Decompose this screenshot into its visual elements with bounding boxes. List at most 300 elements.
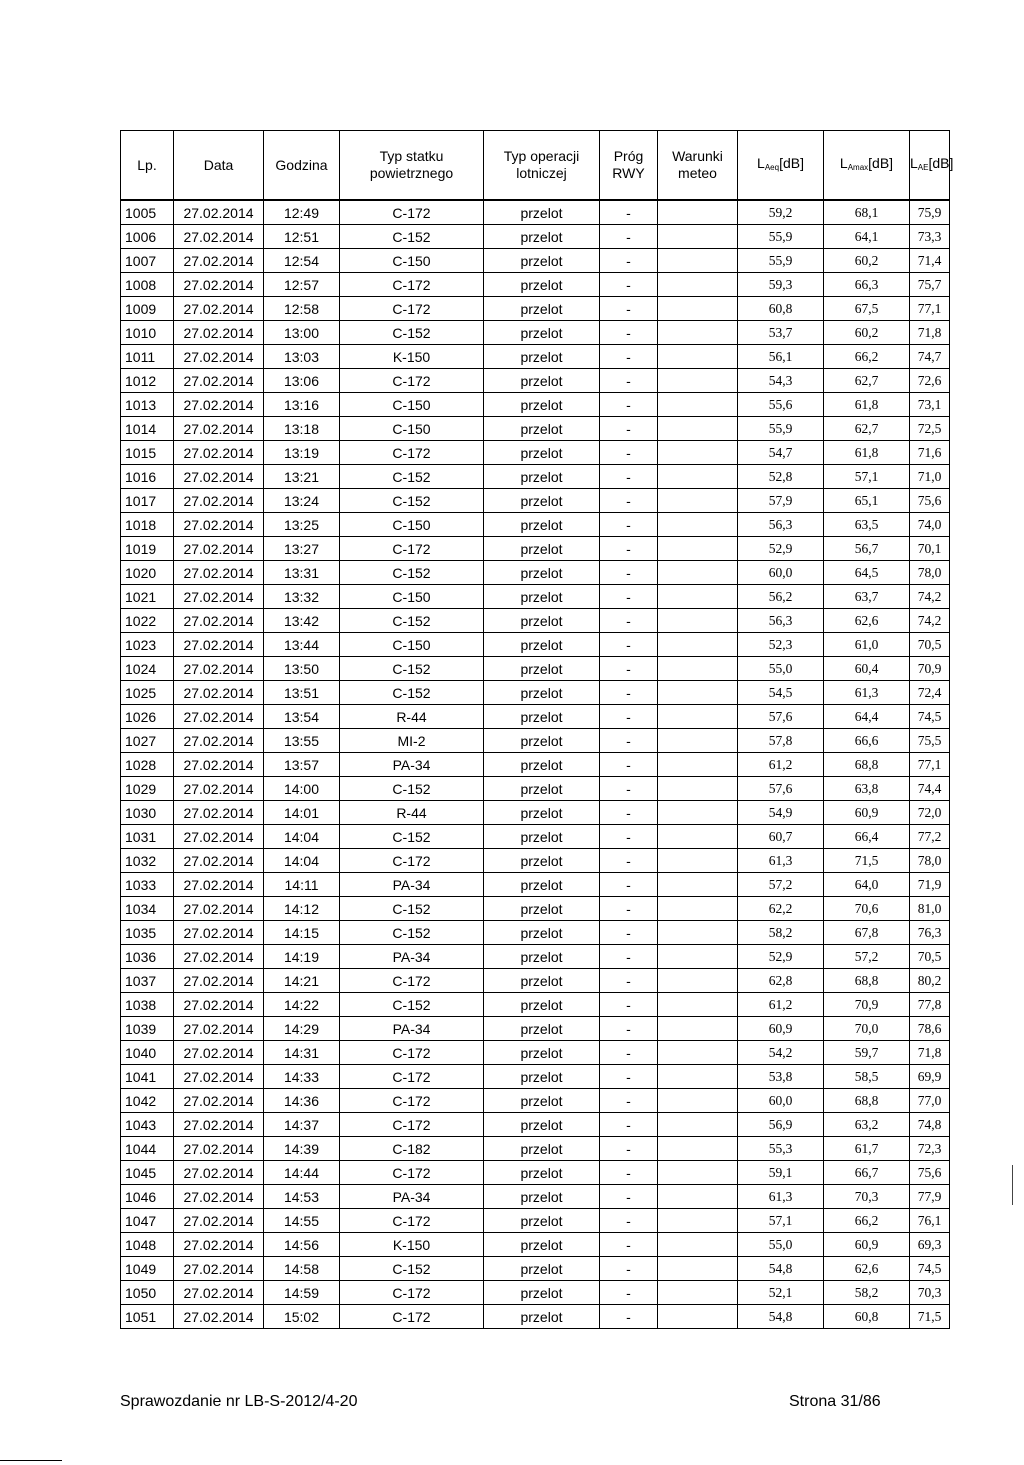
header-lamax-letter: L [839,154,848,171]
cell-lp: 1026 [121,705,174,729]
cell-prog: - [600,873,658,897]
cell-warunki [658,657,738,681]
cell-prog: - [600,801,658,825]
cell-lp: 1045 [121,1161,174,1185]
cell-lp: 1031 [121,825,174,849]
cell-typ-operacji: przelot [484,297,600,321]
cell-prog: - [600,897,658,921]
cell-typ-operacji: przelot [484,393,600,417]
cell-prog: - [600,681,658,705]
table-row [121,849,950,873]
cell-typ-statku: C-172 [340,200,484,225]
cell-lae: 76,1 [910,1209,950,1233]
cell-godzina: 14:00 [264,777,340,801]
cell-laeq: 53,7 [738,321,824,345]
cell-data: 27.02.2014 [174,849,264,873]
cell-lae: 71,0 [910,465,950,489]
cell-prog: - [600,465,658,489]
cell-prog: - [600,1137,658,1161]
cell-lae: 78,0 [910,561,950,585]
table-row [121,417,950,441]
cell-lae: 74,7 [910,345,950,369]
cell-data: 27.02.2014 [174,441,264,465]
cell-lamax: 68,8 [824,969,910,993]
cell-data: 27.02.2014 [174,537,264,561]
cell-lp: 1035 [121,921,174,945]
cell-typ-statku: C-152 [340,777,484,801]
cell-typ-statku: C-152 [340,1257,484,1281]
cell-typ-statku: C-150 [340,417,484,441]
cell-lp: 1012 [121,369,174,393]
cell-godzina: 14:29 [264,1017,340,1041]
cell-typ-statku: C-172 [340,1065,484,1089]
cell-data: 27.02.2014 [174,465,264,489]
cell-warunki [658,1113,738,1137]
cell-data: 27.02.2014 [174,1017,264,1041]
cell-lp: 1034 [121,897,174,921]
table-row [121,1233,950,1257]
table-header-row [121,131,950,201]
cell-typ-operacji: przelot [484,753,600,777]
cell-laeq: 56,3 [738,513,824,537]
table-row [121,1089,950,1113]
cell-prog: - [600,1257,658,1281]
header-lp: Lp. [121,131,174,201]
cell-data: 27.02.2014 [174,825,264,849]
header-lae-unit: [dB] [928,154,954,171]
cell-laeq: 57,9 [738,489,824,513]
header-lae-subscript: AE [917,162,929,172]
table-row [121,345,950,369]
header-typ-operacji: Typ operacji lotniczej [484,131,600,201]
cell-laeq: 59,3 [738,273,824,297]
table-row [121,369,950,393]
cell-lamax: 70,0 [824,1017,910,1041]
cell-lp: 1005 [121,200,174,225]
cell-typ-statku: C-172 [340,1281,484,1305]
cell-data: 27.02.2014 [174,369,264,393]
page-number: Strona 31/86 [789,1393,881,1410]
cell-typ-statku: C-152 [340,825,484,849]
header-prog: Próg RWY [600,131,658,201]
cell-typ-statku: C-152 [340,489,484,513]
cell-typ-statku: C-150 [340,585,484,609]
cell-godzina: 14:19 [264,945,340,969]
cell-typ-operacji: przelot [484,585,600,609]
cell-lae: 71,4 [910,249,950,273]
cell-prog: - [600,1041,658,1065]
cell-lae: 73,3 [910,225,950,249]
cell-data: 27.02.2014 [174,1257,264,1281]
cell-godzina: 13:21 [264,465,340,489]
cell-warunki [658,1257,738,1281]
cell-prog: - [600,417,658,441]
cell-typ-statku: C-150 [340,249,484,273]
cell-lp: 1036 [121,945,174,969]
cell-lp: 1014 [121,417,174,441]
cell-data: 27.02.2014 [174,945,264,969]
cell-typ-operacji: przelot [484,1041,600,1065]
cell-typ-statku: C-152 [340,897,484,921]
cell-lamax: 68,8 [824,753,910,777]
cell-typ-statku: PA-34 [340,945,484,969]
cell-warunki [658,345,738,369]
cell-prog: - [600,585,658,609]
cell-warunki [658,417,738,441]
cell-laeq: 57,6 [738,705,824,729]
cell-warunki [658,705,738,729]
table-row [121,705,950,729]
cell-typ-statku: C-172 [340,537,484,561]
header-laeq-unit: [dB] [779,154,804,171]
cell-typ-statku: C-172 [340,1209,484,1233]
cell-prog: - [600,1233,658,1257]
cell-data: 27.02.2014 [174,609,264,633]
cell-laeq: 56,9 [738,1113,824,1137]
cell-lae: 72,4 [910,681,950,705]
cell-lae: 71,8 [910,321,950,345]
cell-prog: - [600,729,658,753]
cell-laeq: 52,9 [738,945,824,969]
cell-typ-operacji: przelot [484,897,600,921]
cell-data: 27.02.2014 [174,633,264,657]
cell-typ-operacji: przelot [484,1209,600,1233]
cell-lamax: 60,2 [824,321,910,345]
cell-prog: - [600,945,658,969]
cell-warunki [658,849,738,873]
cell-data: 27.02.2014 [174,1209,264,1233]
cell-lamax: 62,6 [824,1257,910,1281]
cell-data: 27.02.2014 [174,993,264,1017]
cell-laeq: 57,8 [738,729,824,753]
cell-data: 27.02.2014 [174,297,264,321]
cell-typ-operacji: przelot [484,1017,600,1041]
cell-lamax: 66,2 [824,1209,910,1233]
table-row [121,921,950,945]
cell-lae: 70,5 [910,945,950,969]
cell-typ-operacji: przelot [484,200,600,225]
cell-lae: 72,0 [910,801,950,825]
cell-godzina: 13:25 [264,513,340,537]
cell-laeq: 60,0 [738,561,824,585]
cell-lamax: 64,0 [824,873,910,897]
cell-data: 27.02.2014 [174,753,264,777]
cell-lp: 1008 [121,273,174,297]
cell-lp: 1027 [121,729,174,753]
cell-lae: 72,3 [910,1137,950,1161]
cell-data: 27.02.2014 [174,345,264,369]
cell-prog: - [600,321,658,345]
cell-lamax: 66,4 [824,825,910,849]
cell-data: 27.02.2014 [174,321,264,345]
cell-lae: 71,8 [910,1041,950,1065]
cell-laeq: 59,1 [738,1161,824,1185]
cell-laeq: 60,8 [738,297,824,321]
cell-typ-statku: C-172 [340,1089,484,1113]
cell-lae: 77,1 [910,753,950,777]
cell-typ-operacji: przelot [484,561,600,585]
cell-laeq: 54,3 [738,369,824,393]
cell-laeq: 55,9 [738,417,824,441]
cell-prog: - [600,1017,658,1041]
cell-lamax: 66,2 [824,345,910,369]
cell-warunki [658,777,738,801]
cell-godzina: 14:37 [264,1113,340,1137]
cell-godzina: 13:44 [264,633,340,657]
cell-warunki [658,1017,738,1041]
cell-typ-operacji: przelot [484,1137,600,1161]
cell-warunki [658,1185,738,1209]
cell-typ-statku: K-150 [340,1233,484,1257]
header-lamax-unit: [dB] [868,154,894,171]
table-row [121,873,950,897]
header-lae-letter: L [910,154,918,171]
cell-prog: - [600,1113,658,1137]
cell-data: 27.02.2014 [174,1089,264,1113]
cell-godzina: 12:58 [264,297,340,321]
cell-data: 27.02.2014 [174,873,264,897]
cell-lamax: 60,9 [824,1233,910,1257]
cell-data: 27.02.2014 [174,489,264,513]
cell-lamax: 62,7 [824,417,910,441]
cell-data: 27.02.2014 [174,1137,264,1161]
cell-lamax: 57,1 [824,465,910,489]
cell-prog: - [600,777,658,801]
cell-lp: 1023 [121,633,174,657]
cell-laeq: 55,0 [738,1233,824,1257]
cell-warunki [658,993,738,1017]
cell-laeq: 54,2 [738,1041,824,1065]
cell-typ-statku: C-150 [340,633,484,657]
cell-lp: 1029 [121,777,174,801]
cell-typ-statku: C-172 [340,1113,484,1137]
cell-lamax: 64,5 [824,561,910,585]
cell-typ-operacji: przelot [484,345,600,369]
cell-typ-operacji: przelot [484,249,600,273]
cell-lae: 77,1 [910,297,950,321]
cell-lamax: 68,1 [824,200,910,225]
cell-prog: - [600,825,658,849]
cell-laeq: 61,3 [738,1185,824,1209]
cell-lae: 70,3 [910,1281,950,1305]
cell-godzina: 14:59 [264,1281,340,1305]
cell-godzina: 14:58 [264,1257,340,1281]
cell-typ-operacji: przelot [484,969,600,993]
cell-lae: 77,0 [910,1089,950,1113]
table-row [121,273,950,297]
cell-warunki [658,1041,738,1065]
cell-prog: - [600,345,658,369]
header-laeq-subscript: Aeq [764,162,780,172]
cell-laeq: 57,1 [738,1209,824,1233]
table-row [121,897,950,921]
cell-lamax: 58,2 [824,1281,910,1305]
table-row [121,681,950,705]
cell-laeq: 62,2 [738,897,824,921]
cell-warunki [658,297,738,321]
table-row [121,1041,950,1065]
cell-lp: 1022 [121,609,174,633]
cell-data: 27.02.2014 [174,585,264,609]
cell-typ-operacji: przelot [484,945,600,969]
cell-typ-statku: C-172 [340,1305,484,1329]
cell-lae: 77,8 [910,993,950,1017]
cell-data: 27.02.2014 [174,801,264,825]
cell-laeq: 54,9 [738,801,824,825]
cell-data: 27.02.2014 [174,1233,264,1257]
cell-typ-statku: MI-2 [340,729,484,753]
cell-lae: 70,1 [910,537,950,561]
cell-laeq: 61,2 [738,993,824,1017]
cell-lae: 73,1 [910,393,950,417]
table-body [121,200,950,1329]
cell-godzina: 13:00 [264,321,340,345]
cell-lae: 74,4 [910,777,950,801]
cell-lp: 1033 [121,873,174,897]
cell-lp: 1044 [121,1137,174,1161]
cell-warunki [658,465,738,489]
table-row [121,489,950,513]
cell-godzina: 13:51 [264,681,340,705]
cell-prog: - [600,369,658,393]
cell-lp: 1046 [121,1185,174,1209]
cell-typ-operacji: przelot [484,441,600,465]
cell-prog: - [600,849,658,873]
cell-godzina: 14:44 [264,1161,340,1185]
cell-prog: - [600,1089,658,1113]
cell-laeq: 56,2 [738,585,824,609]
cell-typ-operacji: przelot [484,777,600,801]
cell-lae: 76,3 [910,921,950,945]
cell-data: 27.02.2014 [174,1281,264,1305]
cell-typ-operacji: przelot [484,369,600,393]
table-row [121,393,950,417]
cell-laeq: 55,9 [738,225,824,249]
cell-lamax: 67,8 [824,921,910,945]
cell-lamax: 61,0 [824,633,910,657]
cell-prog: - [600,513,658,537]
cell-lamax: 59,7 [824,1041,910,1065]
cell-warunki [658,441,738,465]
cell-lae: 75,7 [910,273,950,297]
cell-lamax: 66,3 [824,273,910,297]
cell-lae: 74,2 [910,609,950,633]
cell-typ-operacji: przelot [484,1161,600,1185]
cell-lp: 1049 [121,1257,174,1281]
table-row [121,513,950,537]
cell-typ-operacji: przelot [484,1281,600,1305]
cell-typ-statku: C-152 [340,225,484,249]
cell-warunki [658,945,738,969]
table-row [121,825,950,849]
cell-warunki [658,585,738,609]
cell-lae: 78,0 [910,849,950,873]
cell-lae: 77,9 [910,1185,950,1209]
cell-warunki [658,249,738,273]
cell-godzina: 14:04 [264,849,340,873]
cell-prog: - [600,441,658,465]
cell-godzina: 13:19 [264,441,340,465]
table-row [121,609,950,633]
cell-laeq: 52,3 [738,633,824,657]
cell-warunki [658,393,738,417]
cell-typ-statku: C-152 [340,657,484,681]
table-row [121,1305,950,1329]
cell-godzina: 14:56 [264,1233,340,1257]
cell-godzina: 14:33 [264,1065,340,1089]
cell-typ-statku: R-44 [340,801,484,825]
noise-measurement-table [120,130,954,1329]
cell-lamax: 63,7 [824,585,910,609]
cell-typ-operacji: przelot [484,1113,600,1137]
cell-lp: 1024 [121,657,174,681]
cell-warunki [658,225,738,249]
cell-lp: 1016 [121,465,174,489]
cell-laeq: 57,2 [738,873,824,897]
header-laeq [738,131,824,201]
table-row [121,1065,950,1089]
cell-warunki [658,1209,738,1233]
cell-prog: - [600,993,658,1017]
cell-laeq: 52,1 [738,1281,824,1305]
measurement-table-container [120,130,954,1329]
cell-laeq: 60,7 [738,825,824,849]
report-number: Sprawozdanie nr LB-S-2012/4-20 [120,1393,358,1410]
table-row [121,1281,950,1305]
cell-lamax: 60,4 [824,657,910,681]
cell-typ-operacji: przelot [484,465,600,489]
cell-typ-statku: C-152 [340,921,484,945]
cell-godzina: 14:31 [264,1041,340,1065]
cell-typ-operacji: przelot [484,993,600,1017]
cell-laeq: 57,6 [738,777,824,801]
cell-typ-operacji: przelot [484,921,600,945]
cell-lae: 69,3 [910,1233,950,1257]
cell-data: 27.02.2014 [174,561,264,585]
cell-typ-statku: C-152 [340,681,484,705]
cell-warunki [658,561,738,585]
cell-prog: - [600,1185,658,1209]
cell-typ-operacji: przelot [484,1089,600,1113]
cell-lae: 81,0 [910,897,950,921]
cell-typ-statku: C-152 [340,321,484,345]
cell-lae: 75,5 [910,729,950,753]
table-row [121,200,950,225]
cell-data: 27.02.2014 [174,777,264,801]
cell-lamax: 61,7 [824,1137,910,1161]
cell-typ-statku: PA-34 [340,873,484,897]
cell-warunki [658,1161,738,1185]
cell-godzina: 13:24 [264,489,340,513]
cell-data: 27.02.2014 [174,393,264,417]
cell-typ-statku: PA-34 [340,1185,484,1209]
cell-typ-operacji: przelot [484,321,600,345]
cell-typ-operacji: przelot [484,273,600,297]
cell-typ-statku: C-182 [340,1137,484,1161]
cell-prog: - [600,393,658,417]
cell-godzina: 12:54 [264,249,340,273]
cell-lp: 1038 [121,993,174,1017]
cell-godzina: 13:31 [264,561,340,585]
cell-typ-statku: C-172 [340,1041,484,1065]
cell-godzina: 14:21 [264,969,340,993]
cell-godzina: 14:36 [264,1089,340,1113]
cell-prog: - [600,249,658,273]
cell-typ-statku: C-172 [340,273,484,297]
cell-lp: 1020 [121,561,174,585]
table-row [121,945,950,969]
cell-lae: 69,9 [910,1065,950,1089]
